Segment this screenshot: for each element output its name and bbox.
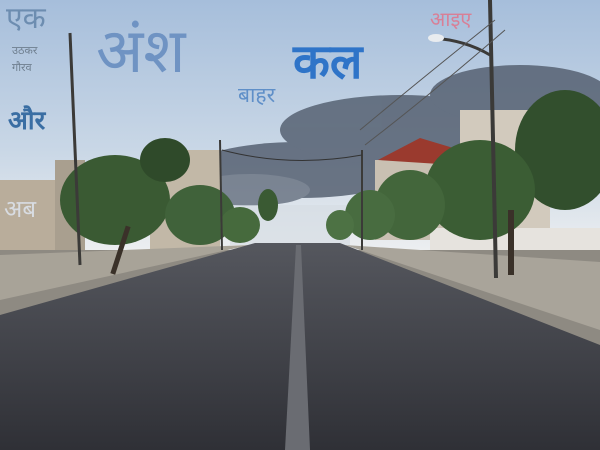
overlay-word-ek: एक: [6, 1, 46, 36]
street-lamp: [428, 34, 444, 42]
overlay-word-ansh: अंश: [96, 14, 186, 87]
overlay-word-aaie: आइए: [430, 7, 472, 31]
overlay-word-kal: कल: [293, 34, 363, 90]
overlay-word-ab: अब: [4, 195, 37, 223]
overlay-word-utthkar: उठकर: [12, 44, 38, 57]
overlay-word-bahar: बाहर: [238, 83, 276, 107]
overlay-word-aur: और: [8, 106, 46, 136]
overlay-word-gaurav: गौरव: [12, 61, 32, 74]
